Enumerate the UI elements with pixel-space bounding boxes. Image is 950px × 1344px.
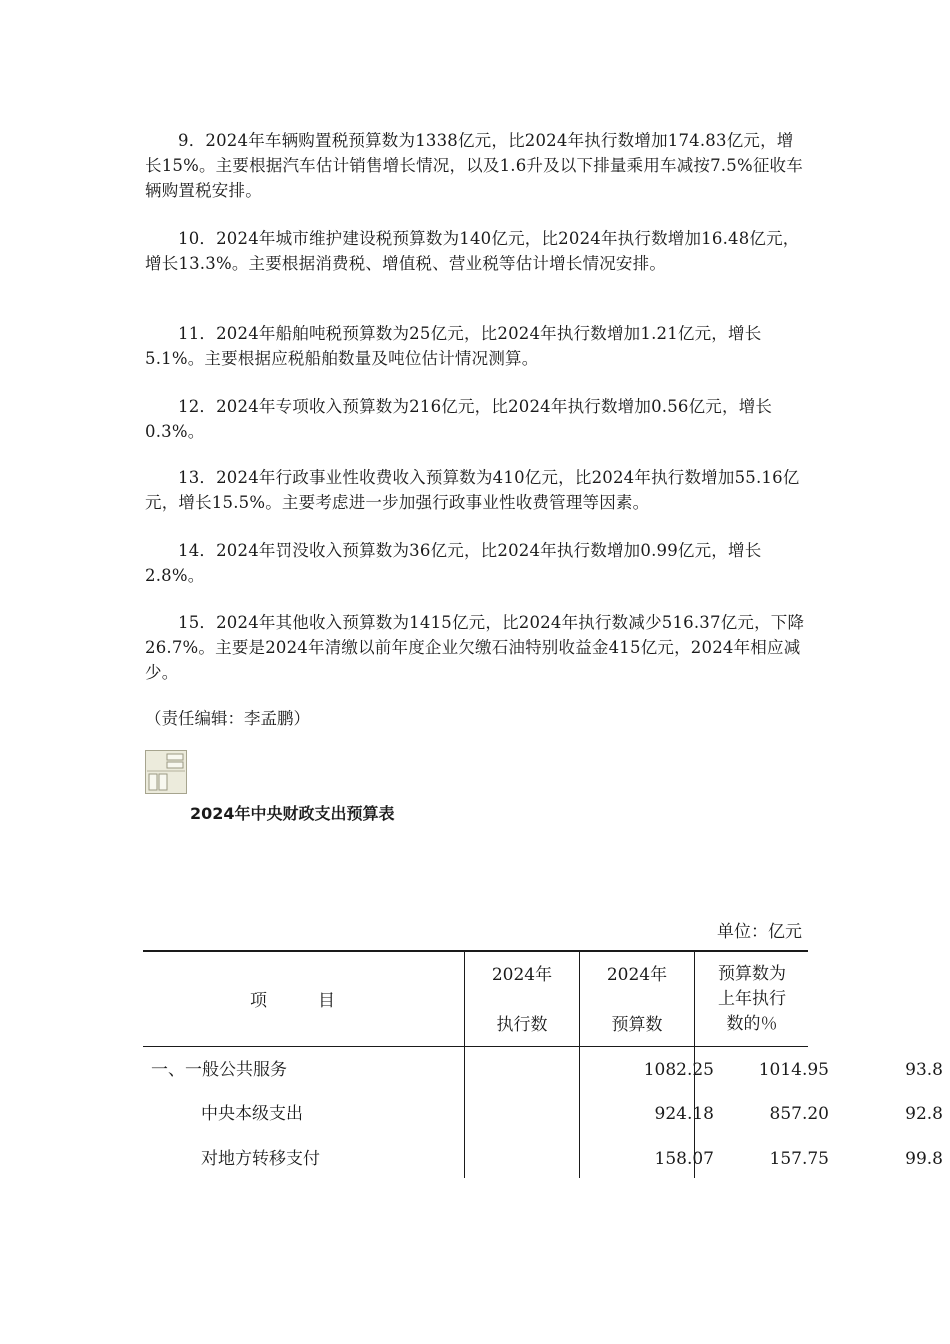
table-unit: 单位：亿元: [717, 922, 802, 942]
header-item: 项 目: [250, 991, 335, 1011]
editor-credit: （责任编辑：李孟鹏）: [145, 709, 310, 728]
row-executed: 1082.25: [643, 1060, 714, 1080]
header-ratio-line1: 预算数为: [718, 964, 786, 984]
row-ratio: 92.8: [905, 1104, 943, 1124]
header-ratio-line3: 数的％: [726, 1014, 778, 1034]
table-top-rule: [143, 950, 808, 952]
table-row: [143, 1144, 943, 1174]
paragraph-vessel-tonnage-tax: 11．2024年船舶吨税预算数为25亿元，比2024年执行数增加1.21亿元，增长5.1%。主要根据应税船舶数量及吨位估计情况测算。: [145, 324, 762, 368]
header-budget-label: 预算数: [611, 1015, 663, 1035]
table-title: 2024年中央财政支出预算表: [190, 804, 395, 823]
header-executed: [466, 962, 578, 1038]
row-ratio: 93.8: [905, 1060, 943, 1080]
header-budget-year: 2024年: [606, 965, 668, 985]
paragraph-administrative-fees: 13．2024年行政事业性收费收入预算数为410亿元，比2024年执行数增加55.16亿元，增长15.5%。主要考虑进一步加强行政事业性收费管理等因素。: [145, 468, 800, 512]
table-row: [143, 1099, 943, 1129]
header-budget: [581, 962, 693, 1038]
row-ratio: 99.8: [905, 1149, 943, 1169]
paragraph-urban-construction-tax: 10．2024年城市维护建设税预算数为140亿元，比2024年执行数增加16.48亿元，增长13.3%。主要根据消费税、增值税、营业税等估计增长情况安排。: [145, 229, 800, 273]
row-executed: 924.18: [654, 1104, 714, 1124]
header-ratio: [697, 962, 807, 1037]
header-executed-label: 执行数: [496, 1015, 548, 1035]
row-name: 中央本级支出: [201, 1104, 303, 1124]
paragraph-special-revenue: 12．2024年专项收入预算数为216亿元，比2024年执行数增加0.56亿元，增长0.3%。: [145, 397, 773, 441]
row-executed: 158.07: [654, 1149, 714, 1169]
row-name: 对地方转移支付: [201, 1149, 320, 1169]
header-ratio-line2: 上年执行: [718, 989, 786, 1009]
header-executed-year: 2024年: [491, 965, 553, 985]
row-budget: 157.75: [769, 1149, 829, 1169]
row-budget: 857.20: [769, 1104, 829, 1124]
row-name: 一、一般公共服务: [151, 1060, 287, 1080]
row-budget: 1014.95: [758, 1060, 829, 1080]
paragraph-fines-confiscations: 14．2024年罚没收入预算数为36亿元，比2024年执行数增加0.99亿元，增长2.8%。: [145, 541, 762, 585]
paragraph-other-revenue: 15．2024年其他收入预算数为1415亿元，比2024年执行数减少516.37亿元，下降26.7%。主要是2024年清缴以前年度企业欠缴石油特别收益金415亿元，2024年相应减少。: [145, 613, 805, 682]
table-icon: [145, 750, 187, 794]
paragraph-vehicle-purchase-tax: 9．2024年车辆购置税预算数为1338亿元，比2024年执行数增加174.83亿元，增长15%。主要根据汽车估计销售增长情况，以及1.6升及以下排量乘用车减按7.5%征收车辆购置税安排。: [145, 131, 803, 200]
table-row: [143, 1055, 943, 1085]
table-header-rule: [143, 1046, 808, 1047]
